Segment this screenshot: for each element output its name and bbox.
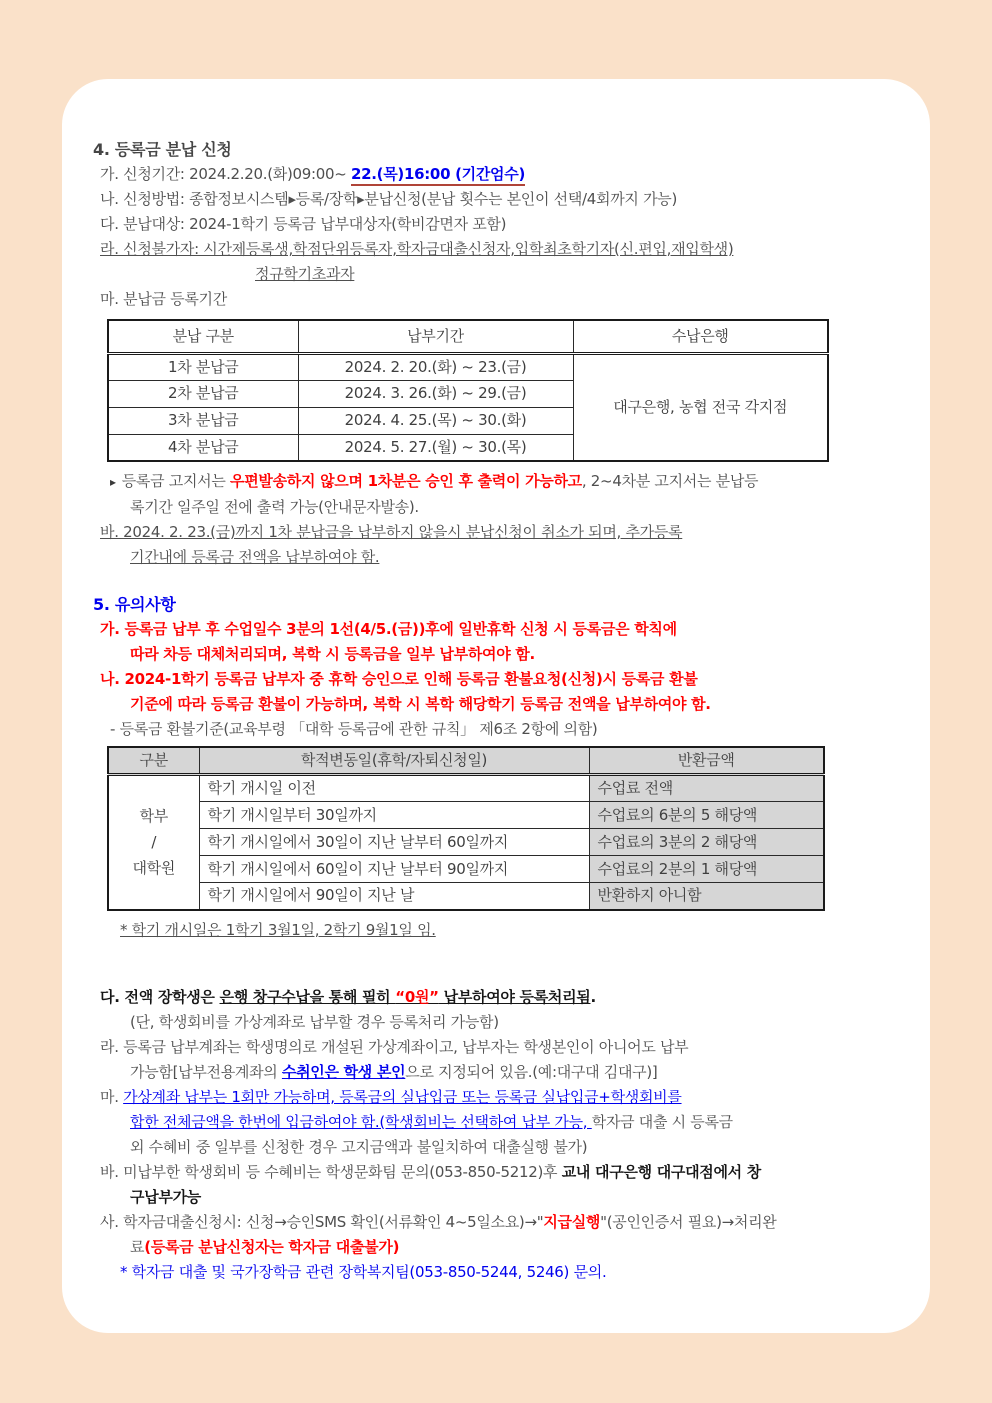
section5-item-ma-line1 bbox=[93, 1085, 894, 1110]
ba-line2-text: 기간내에 등록금 전액을 납부하여야 함. bbox=[130, 548, 380, 566]
section5-item-da-line1 bbox=[93, 985, 894, 1010]
ra-recipient-highlight: 수취인은 학생 본인 bbox=[281, 1062, 406, 1081]
da-u2: 납부하여야 등록처리됨 bbox=[438, 987, 591, 1006]
da-underlined bbox=[220, 988, 591, 1006]
group-line-slash: / bbox=[151, 833, 157, 852]
section4-item-na: 나. 신청방법: 종합정보시스템▸등록/장학▸분납신청(분납 횟수는 본인이 선택/4회까지 가능) bbox=[100, 190, 677, 208]
ma-label: 마. bbox=[100, 1087, 124, 1106]
installment-4-period: 2024. 5. 27.(월) ~ 30.(목) bbox=[298, 434, 573, 461]
col-header-installment: 분납 구분 bbox=[108, 320, 298, 353]
col-header-change-date: 학적변동일(휴학/자퇴신청일) bbox=[199, 747, 589, 775]
section5-item-ga-line1: 가. 등록금 납부 후 수업일수 3분의 1선(4/5.(금))후에 일반휴학 신청 시 등록금은 학칙에 bbox=[100, 620, 677, 638]
section4-item-da: 다. 분납대상: 2024-1학기 등록금 납부대상자(학비감면자 포함) bbox=[100, 215, 507, 233]
col-header-category: 구분 bbox=[108, 747, 199, 775]
section5-item-ra-line1: 라. 등록금 납부계좌는 학생명의로 개설된 가상계좌이고, 납부자는 학생본인이 아니어도 납부 bbox=[100, 1037, 689, 1056]
group-line-grad: 대학원 bbox=[132, 859, 176, 878]
refund-table-row bbox=[108, 775, 824, 802]
sa-line1-pre: 사. 학자금대출신청시: 신청→승인SMS 확인(서류확인 4~5일소요)→" bbox=[100, 1212, 544, 1231]
da-pre: 다. 전액 장학생은 bbox=[100, 987, 220, 1006]
loan-contact-note: * 학자금 대출 및 국가장학금 관련 장학복지팀(053-850-5244, 5246) 문의. bbox=[120, 1262, 607, 1281]
block-spacer bbox=[93, 943, 894, 965]
col-header-bank: 수납은행 bbox=[573, 320, 828, 353]
student-group-cell bbox=[108, 775, 199, 910]
application-period-text: 가. 신청기간: 2024.2.20.(화)09:00~ bbox=[100, 165, 351, 183]
sa-line1-post: "(공인인증서 필요)→처리완 bbox=[600, 1212, 777, 1231]
refund-table-row bbox=[108, 883, 824, 910]
section4-item-ra-line1: 라. 신청불가자: 시간제등록생,학점단위등록자,학자금대출신청자,입학최초학기자(신.편입,재입학생) bbox=[100, 240, 734, 258]
refund-criteria-note: - 등록금 환불기준(교육부령 「대학 등록금에 관한 규칙」 제6조 2항에 의함) bbox=[110, 720, 598, 738]
ba-line2-bold: 구납부가능 bbox=[130, 1187, 201, 1206]
notice-bullet-line1 bbox=[93, 469, 894, 495]
table-header-row bbox=[108, 320, 828, 353]
section5-title: 5. 유의사항 bbox=[93, 595, 176, 614]
ma-line2-blue: 합한 전체금액을 한번에 입금하여야 함.(학생회비는 선택하여 납부 가능, bbox=[130, 1112, 592, 1131]
ra-line2-post: 으로 지정되어 있음.(예:대구대 김대구)] bbox=[405, 1062, 658, 1081]
refund-amount-cell: 수업료의 2분의 1 해당액 bbox=[589, 856, 824, 883]
refund-table-row bbox=[108, 802, 824, 829]
section5-item-sa-line2 bbox=[93, 1235, 894, 1260]
ma-line2-post: 학자금 대출 시 등록금 bbox=[591, 1112, 733, 1131]
section4-item-ra-line2 bbox=[93, 262, 894, 287]
installment-schedule-table bbox=[107, 319, 829, 462]
section5-item-sa-line1 bbox=[93, 1210, 894, 1235]
ba-line1-text: 바. 2024. 2. 23.(금)까지 1차 분납금을 납부하지 않을시 분납신청이 취소가 되며, 추가등록 bbox=[100, 523, 683, 541]
ba-line1-pre: 바. 미납부한 학생회비 등 수혜비는 학생문화팀 문의(053-850-5212)후 bbox=[100, 1162, 562, 1181]
section5-item-na-line1: 나. 2024-1학기 등록금 납부자 중 휴학 승인으로 인해 등록금 환불요청(신청)시 등록금 환불 bbox=[100, 670, 698, 688]
section5-item-ma-line3: 외 수혜비 중 일부를 신청한 경우 고지금액과 불일치하여 대출실행 불가) bbox=[130, 1137, 588, 1156]
group-line-undergrad: 학부 bbox=[139, 807, 168, 826]
bullet-text-pre: 등록금 고지서는 bbox=[121, 472, 231, 490]
section4-item-ba-line2 bbox=[93, 545, 894, 570]
application-deadline: 22.(목)16:00 (기간엄수) bbox=[351, 165, 525, 186]
refund-table-row bbox=[108, 829, 824, 856]
section5-item-ba-line1 bbox=[93, 1160, 894, 1185]
installment-3-label: 3차 분납금 bbox=[108, 407, 298, 434]
installment-1-period: 2024. 2. 20.(화) ~ 23.(금) bbox=[298, 353, 573, 380]
notice-bullet-line2: 록기간 일주일 전에 출력 가능(안내문자발송). bbox=[130, 498, 419, 516]
refund-amount-cell: 수업료 전액 bbox=[589, 775, 824, 802]
bullet-text-post: , 2~4차분 고지서는 분납등 bbox=[581, 472, 759, 490]
change-date-cell: 학기 개시일에서 90일이 지난 날 bbox=[199, 883, 589, 910]
change-date-cell: 학기 개시일 이전 bbox=[199, 775, 589, 802]
triangle-bullet-icon: ▸ bbox=[110, 475, 116, 489]
receiving-bank: 대구은행, 농협 전국 각지점 bbox=[573, 353, 828, 461]
refund-table bbox=[107, 746, 825, 911]
change-date-cell: 학기 개시일에서 60일이 지난 날부터 90일까지 bbox=[199, 856, 589, 883]
refund-table-header-row bbox=[108, 747, 824, 775]
da-zero-won: “0원” bbox=[395, 987, 439, 1006]
semester-start-note bbox=[93, 918, 894, 943]
change-date-cell: 학기 개시일부터 30일까지 bbox=[199, 802, 589, 829]
section4-item-ba-line1 bbox=[93, 520, 894, 545]
col-header-refund-amount: 반환금액 bbox=[589, 747, 824, 775]
section5-item-ga-line2: 따라 차등 대체처리되며, 복학 시 등록금을 일부 납부하여야 함. bbox=[130, 645, 535, 663]
installment-3-period: 2024. 4. 25.(목) ~ 30.(화) bbox=[298, 407, 573, 434]
bullet-text-red: 우편발송하지 않으며 1차분은 승인 후 출력이 가능하고 bbox=[230, 472, 582, 490]
installment-1-label: 1차 분납금 bbox=[108, 353, 298, 380]
da-post: . bbox=[590, 987, 596, 1006]
installment-2-period: 2024. 3. 26.(화) ~ 29.(금) bbox=[298, 380, 573, 407]
section4-title: 4. 등록금 분납 신청 bbox=[93, 140, 232, 159]
section-spacer bbox=[93, 570, 894, 592]
section5-item-ma-line2 bbox=[93, 1110, 894, 1135]
section5-item-ba-line2 bbox=[93, 1185, 894, 1210]
col-header-period: 납부기간 bbox=[298, 320, 573, 353]
section5-item-ra-line2 bbox=[93, 1060, 894, 1085]
da-u1: 은행 창구수납을 통해 필히 bbox=[219, 987, 396, 1006]
section5-item-na-line2: 기준에 따라 등록금 환불이 가능하며, 복학 시 복학 해당학기 등록금 전액을 납부하여야 함. bbox=[130, 695, 711, 713]
ba-line1-bold: 교내 대구은행 대구대점에서 창 bbox=[561, 1162, 761, 1181]
installment-2-label: 2차 분납금 bbox=[108, 380, 298, 407]
sa-loan-restriction: (등록금 분납신청자는 학자금 대출불가) bbox=[144, 1237, 400, 1256]
sa-payment-execution: 지급실행 bbox=[543, 1212, 601, 1231]
document-page bbox=[62, 79, 930, 1333]
block-spacer bbox=[93, 965, 894, 985]
change-date-cell: 학기 개시일에서 30일이 지난 날부터 60일까지 bbox=[199, 829, 589, 856]
refund-amount-cell: 반환하지 아니함 bbox=[589, 883, 824, 910]
refund-amount-cell: 수업료의 6분의 5 해당액 bbox=[589, 802, 824, 829]
semester-start-note-text: * 학기 개시일은 1학기 3월1일, 2학기 9월1일 임. bbox=[120, 920, 436, 939]
table-row bbox=[108, 353, 828, 380]
sa-line2-pre: 료 bbox=[130, 1237, 145, 1256]
ra-line2-pre: 가능함[납부전용계좌의 bbox=[130, 1062, 282, 1081]
section4-item-ga bbox=[93, 162, 894, 187]
document-content bbox=[62, 79, 930, 1285]
installment-4-label: 4차 분납금 bbox=[108, 434, 298, 461]
ra-line2-text: 정규학기초과자 bbox=[255, 265, 355, 283]
refund-amount-cell: 수업료의 3분의 2 해당액 bbox=[589, 829, 824, 856]
section4-item-ma: 마. 분납금 등록기간 bbox=[100, 290, 227, 308]
refund-table-row bbox=[108, 856, 824, 883]
section5-item-da-sub: (단, 학생회비를 가상계좌로 납부할 경우 등록처리 가능함) bbox=[130, 1012, 499, 1031]
ma-line1-blue: 가상계좌 납부는 1회만 가능하며, 등록금의 실납입금 또는 등록금 실납입금+학생회비를 bbox=[123, 1087, 682, 1106]
